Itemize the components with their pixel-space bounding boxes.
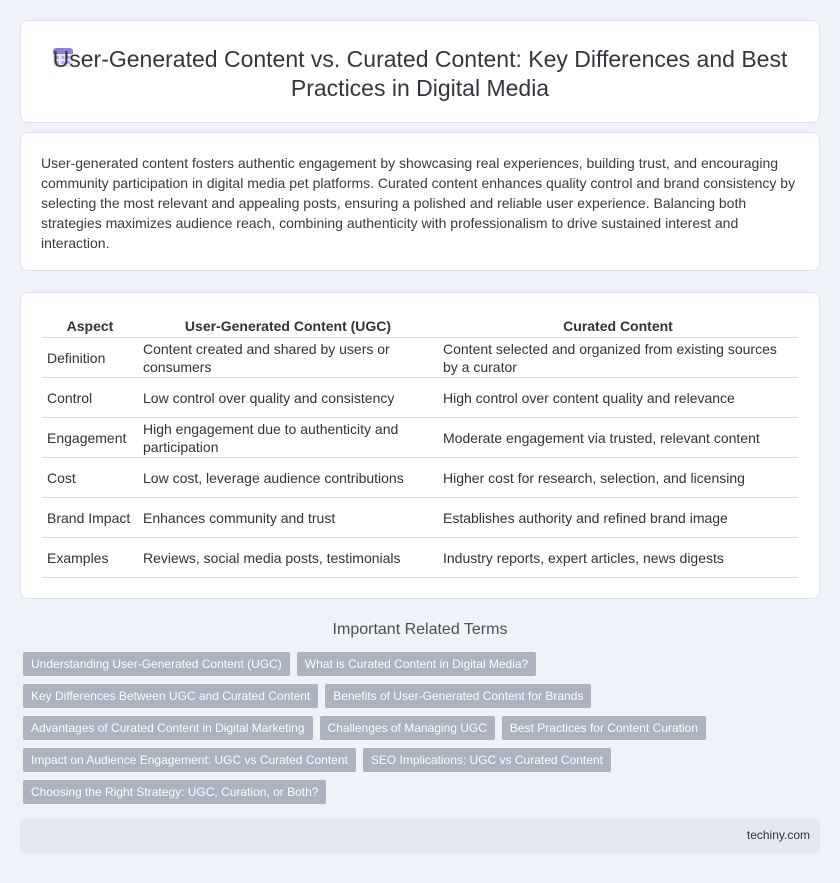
table-header-row: [42, 315, 798, 338]
footer: [20, 819, 820, 853]
cell-ugc: High engagement due to authenticity and participation: [138, 418, 438, 458]
cell-curated: Higher cost for research, selection, and licensing: [438, 458, 798, 498]
tag-link[interactable]: Challenges of Managing UGC: [320, 716, 495, 740]
tag-link[interactable]: Key Differences Between UGC and Curated Content: [23, 684, 318, 708]
cell-curated: Establishes authority and refined brand image: [438, 498, 798, 538]
table-row: [42, 378, 798, 418]
tag-link[interactable]: SEO Implications: UGC vs Curated Content: [363, 748, 611, 772]
cell-ugc: Reviews, social media posts, testimonials: [138, 538, 438, 578]
comparison-table: [42, 315, 798, 578]
tag-row: [23, 716, 813, 740]
tag-link[interactable]: Understanding User-Generated Content (UGC): [23, 652, 290, 676]
cell-ugc: Content created and shared by users or consumers: [138, 338, 438, 378]
header-aspect: Aspect: [42, 315, 138, 338]
header-curated: Curated Content: [438, 315, 798, 338]
tag-row: [23, 652, 813, 676]
cell-curated: Industry reports, expert articles, news digests: [438, 538, 798, 578]
cell-ugc: Enhances community and trust: [138, 498, 438, 538]
table-row: [42, 538, 798, 578]
cell-curated: Content selected and organized from existing sources by a curator: [438, 338, 798, 378]
tag-link[interactable]: Benefits of User-Generated Content for Brands: [325, 684, 591, 708]
header-ugc: User-Generated Content (UGC): [138, 315, 438, 338]
tag-row: [23, 780, 813, 804]
cell-aspect: Definition: [42, 338, 138, 378]
related-terms-title: Important Related Terms: [332, 621, 508, 638]
tag-link[interactable]: Choosing the Right Strategy: UGC, Curation, or Both?: [23, 780, 326, 804]
cell-aspect: Brand Impact: [42, 498, 138, 538]
table-row: [42, 458, 798, 498]
cell-aspect: Examples: [42, 538, 138, 578]
tag-link[interactable]: Advantages of Curated Content in Digital Marketing: [23, 716, 313, 740]
tag-row: [23, 684, 813, 708]
comparison-table-card: [20, 292, 820, 599]
related-terms-tags: [23, 652, 813, 812]
table-row: [42, 338, 798, 378]
tag-link[interactable]: What is Curated Content in Digital Media?: [297, 652, 536, 676]
cell-ugc: Low control over quality and consistency: [138, 378, 438, 418]
table-row: [42, 498, 798, 538]
table-row: [42, 418, 798, 458]
cell-aspect: Engagement: [42, 418, 138, 458]
tag-link[interactable]: Impact on Audience Engagement: UGC vs Curated Content: [23, 748, 356, 772]
page-title: User-Generated Content vs. Curated Content: Key Differences and Best Practices in Digital Media: [52, 46, 788, 101]
cell-ugc: Low cost, leverage audience contributions: [138, 458, 438, 498]
cell-curated: Moderate engagement via trusted, relevant content: [438, 418, 798, 458]
cell-curated: High control over content quality and relevance: [438, 378, 798, 418]
tag-link[interactable]: Best Practices for Content Curation: [502, 716, 706, 740]
summary-card: [20, 132, 820, 271]
cell-aspect: Cost: [42, 458, 138, 498]
tag-row: [23, 748, 813, 772]
header-card: [20, 20, 820, 123]
footer-site[interactable]: techiny.com: [746, 828, 810, 842]
cell-aspect: Control: [42, 378, 138, 418]
summary-text: User-generated content fosters authentic engagement by showcasing real experiences, building trust, and encouraging community participation in digital media pet platforms. Curated content enhances quality control and brand consistency by selecting the most relevant and appealing posts, ensuring a polished and reliable user experience. Balancing both strategies maximizes audience reach, combining authenticity with professionalism to drive sustained interest and interaction.: [41, 155, 796, 251]
